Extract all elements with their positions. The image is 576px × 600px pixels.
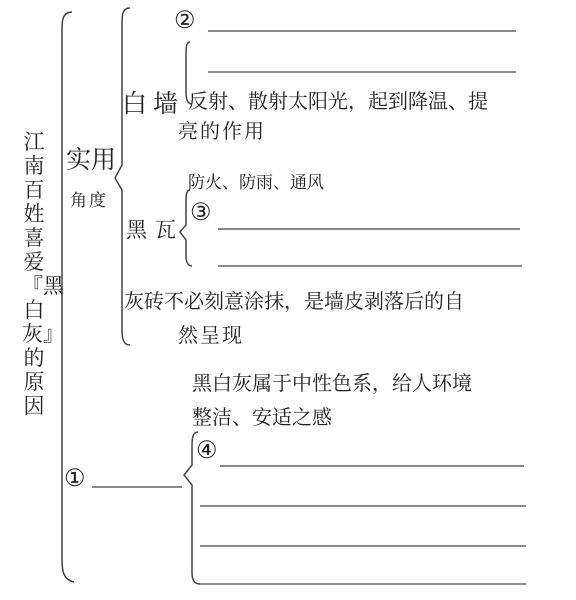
practical-label: 实用 xyxy=(66,145,117,174)
neutral-color-text-1: 黑白灰属于中性色系，给人环境 xyxy=(192,371,472,395)
marker-2: ② xyxy=(174,6,196,34)
grey-brick-text-1: 灰砖不必刻意涂抹，是墙皮剥落后的自 xyxy=(124,289,464,313)
black-tile-label: 黑瓦 xyxy=(126,218,184,242)
grey-brick-text-2: 然呈现 xyxy=(178,323,244,347)
white-wall-text-2: 亮的作用 xyxy=(178,119,266,143)
white-wall-label: 白墙 xyxy=(122,89,185,118)
practical-sub-label: 角度 xyxy=(70,191,108,211)
diagram-title: 江南百姓喜爱『黑白灰』的原因 xyxy=(22,130,64,418)
marker-1: ① xyxy=(64,464,86,492)
marker-3: ③ xyxy=(190,198,212,226)
marker-4: ④ xyxy=(196,436,218,464)
white-wall-text-1: 反射、散射太阳光，起到降温、提 xyxy=(188,89,488,113)
neutral-color-text-2: 整洁、安适之感 xyxy=(192,405,332,429)
black-tile-text: 防火、防雨、通风 xyxy=(188,173,324,193)
